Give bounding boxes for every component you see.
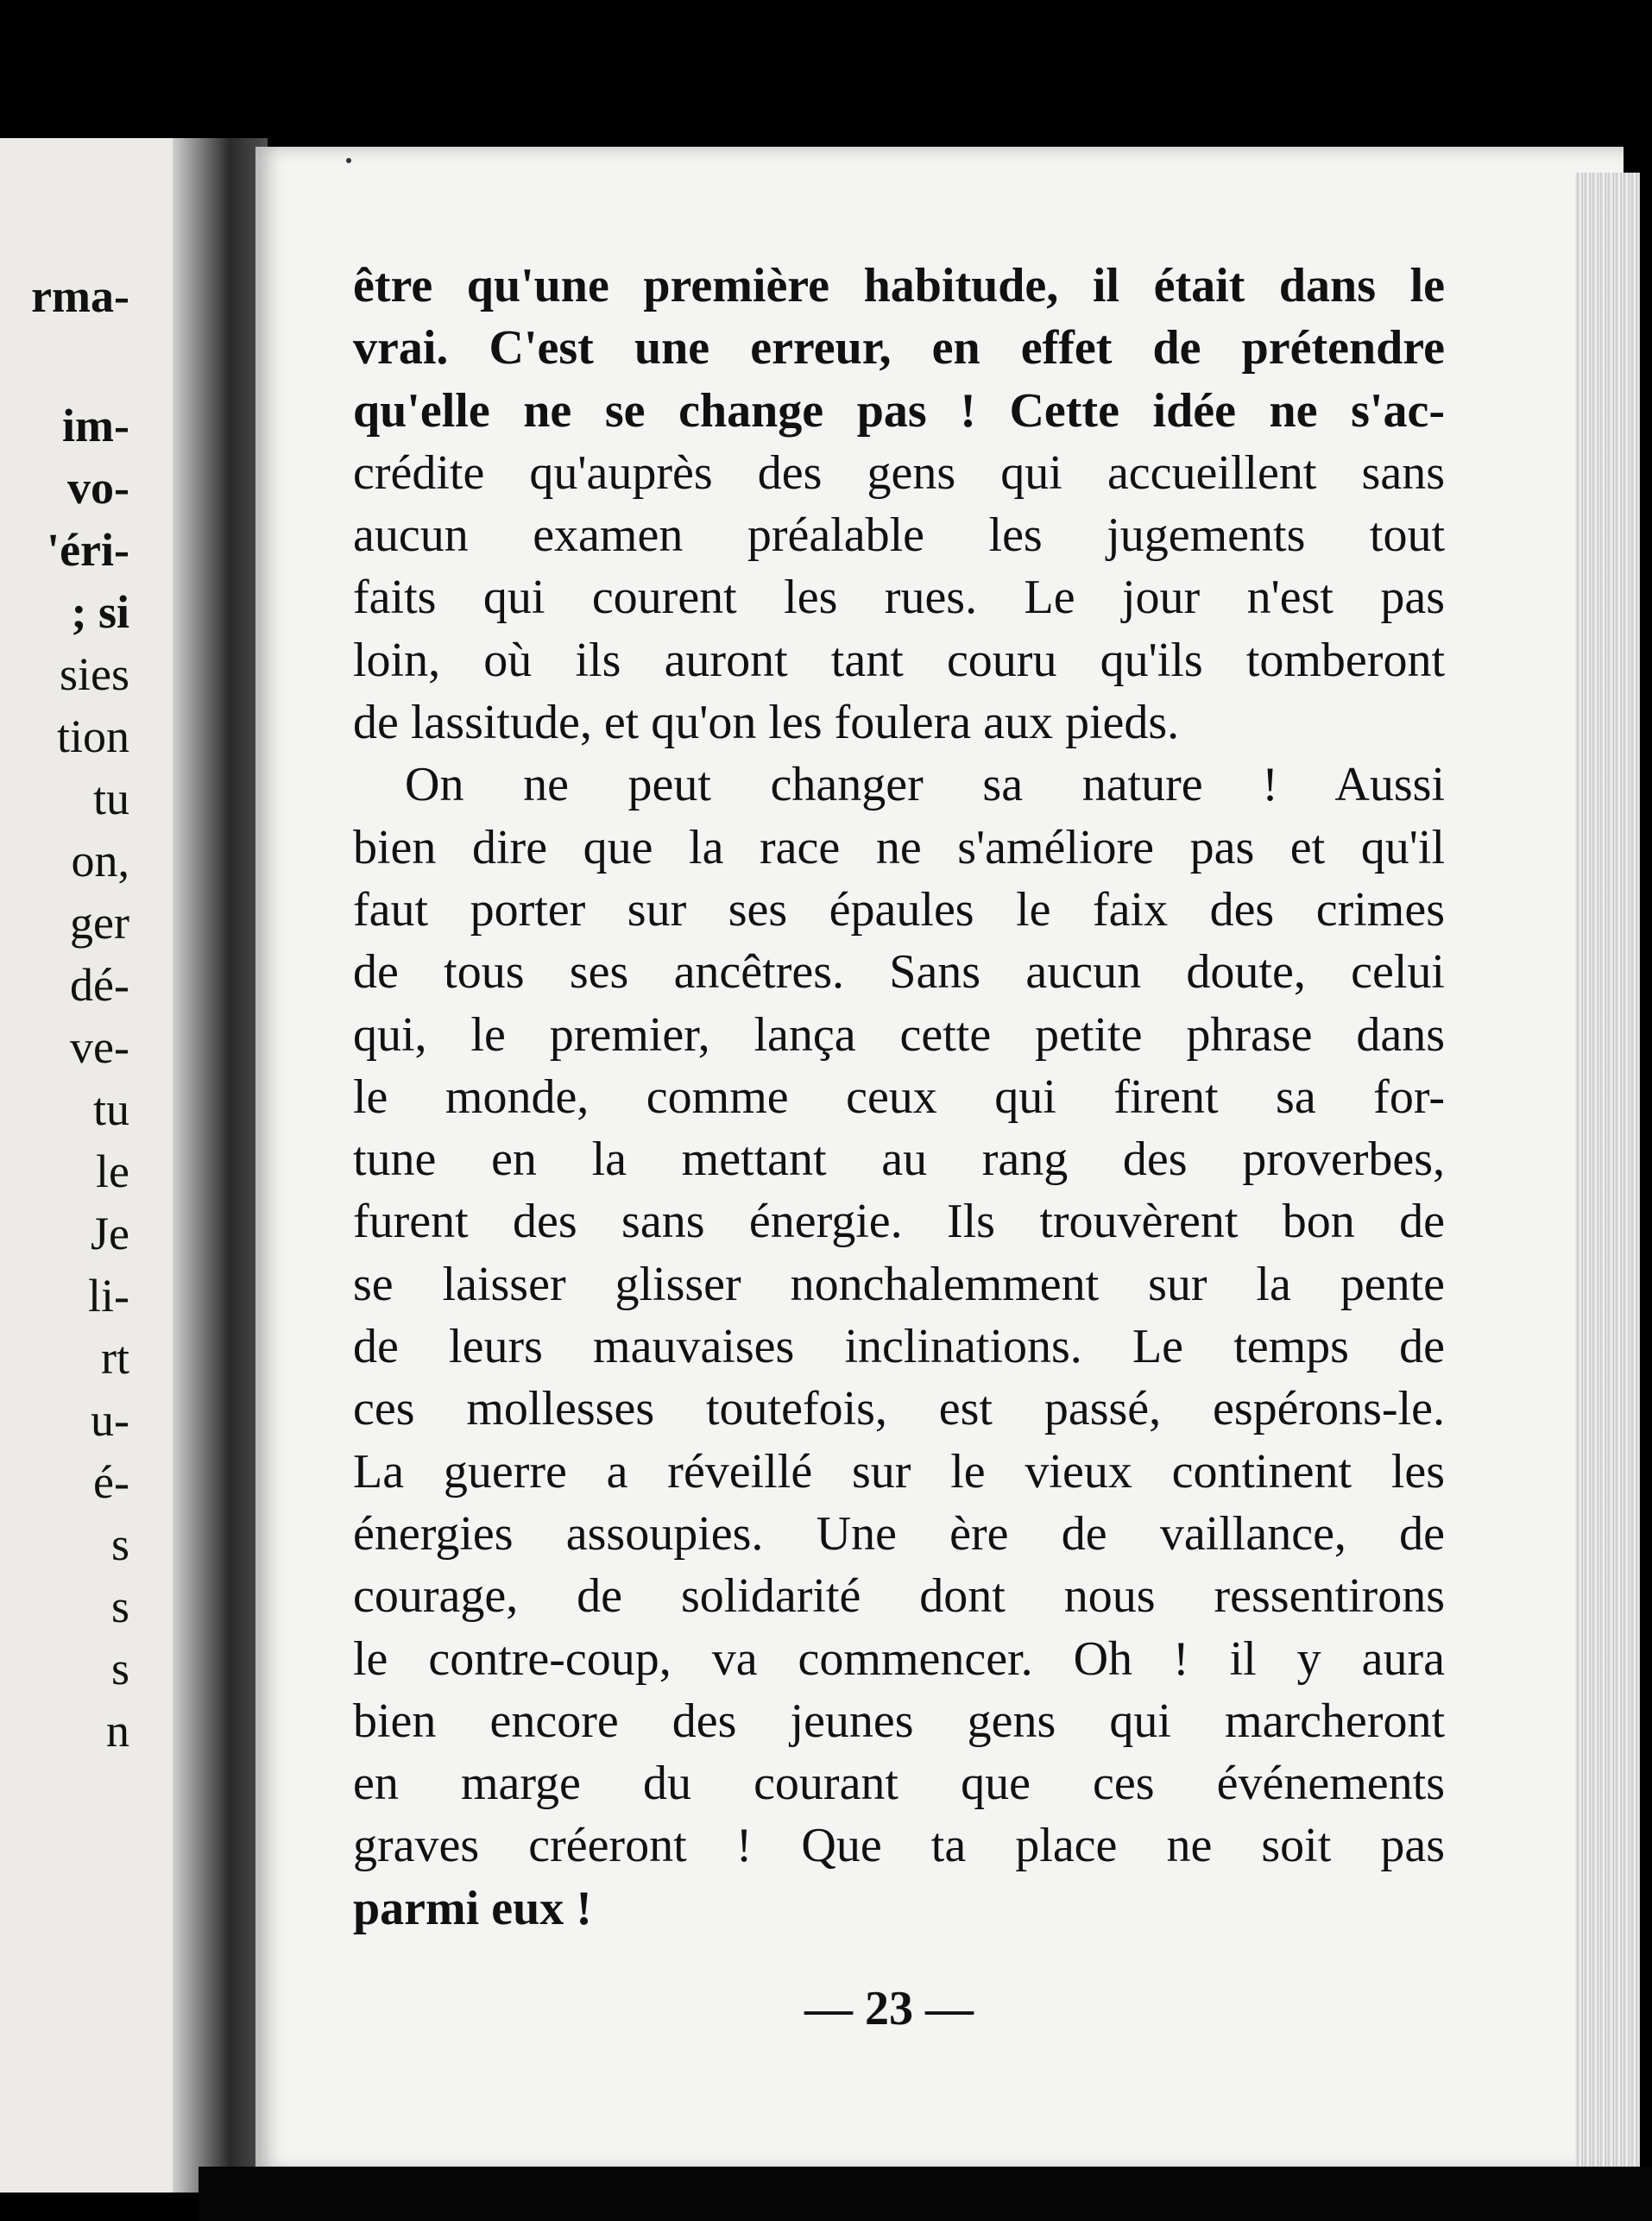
previous-page-fragment: ve- [70, 1021, 129, 1073]
text-line: La guerre a réveillé sur le vieux continent les [353, 1444, 1445, 1499]
previous-page-fragment: im- [62, 400, 129, 451]
previous-page-fragment: s [110, 1581, 129, 1632]
previous-page-fragment: tu [92, 1083, 129, 1135]
previous-page-fragment: u- [91, 1394, 129, 1446]
previous-page-fragment: le [96, 1145, 129, 1197]
previous-page-fragment: dé- [70, 959, 129, 1011]
previous-page-fragment: rt [101, 1332, 129, 1384]
text-line: crédite qu'auprès des gens qui accueillent sans [353, 445, 1445, 500]
text-line: de leurs mauvaises inclinations. Le temps de [353, 1320, 1445, 1374]
text-line: furent des sans énergie. Ils trouvèrent bon de [353, 1195, 1445, 1249]
text-line: énergies assoupies. Une ère de vaillance, de [353, 1506, 1445, 1561]
ink-speck [346, 158, 351, 163]
text-line: faut porter sur ses épaules le faix des crimes [353, 882, 1445, 937]
previous-page-fragment: ger [70, 897, 129, 949]
text-line: être qu'une première habitude, il était dans le [353, 259, 1445, 312]
text-line: tune en la mettant au rang des proverbes, [353, 1133, 1445, 1187]
text-line: se laisser glisser nonchalemment sur la pente [353, 1257, 1445, 1311]
book-gutter-shadow [173, 138, 268, 2193]
text-line: bien encore des jeunes gens qui marcheront [353, 1694, 1445, 1748]
previous-page-fragment: s [110, 1643, 129, 1694]
previous-page-fragment: 'éri- [47, 524, 129, 576]
page-stack-edge [1575, 173, 1640, 2175]
text-line: graves créeront ! Que ta place ne soit pas [353, 1819, 1445, 1873]
previous-page-fragment: é- [93, 1456, 129, 1508]
text-line: en marge du courant que ces événements [353, 1757, 1445, 1811]
previous-page-fragment: s [110, 1518, 129, 1570]
bottom-shadow [199, 2167, 1652, 2221]
previous-page-fragment: n [106, 1705, 129, 1757]
previous-page-fragment: ; si [71, 586, 129, 638]
text-line: faits qui courent les rues. Le jour n'est pas [353, 571, 1445, 625]
previous-page-fragment: Je [91, 1208, 129, 1259]
text-line: bien dire que la race ne s'améliore pas et qu'il [353, 820, 1445, 874]
previous-page-fragment: tu [92, 773, 129, 824]
previous-page-fragment: sies [60, 648, 129, 700]
previous-page-fragment: rma- [31, 270, 129, 322]
text-line: courage, de solidarité dont nous ressentirons [353, 1569, 1445, 1624]
body-text [353, 255, 1445, 1940]
page-number: — 23 — [804, 1982, 974, 2035]
previous-page-fragment: vo- [67, 462, 129, 514]
previous-page-fragment: on, [71, 835, 129, 887]
text-line: qu'elle ne se change pas ! Cette idée ne s'ac- [353, 383, 1445, 438]
text-line: vrai. C'est une erreur, en effet de prétendre [353, 321, 1445, 375]
text-line: On ne peut changer sa nature ! Aussi [405, 758, 1445, 812]
text-line: de lassitude, et qu'on les foulera aux pieds. [353, 696, 1180, 750]
text-line: aucun examen préalable les jugements tout [353, 508, 1445, 563]
previous-page-fragment: tion [56, 710, 129, 762]
text-line: qui, le premier, lança cette petite phrase dans [353, 1007, 1445, 1062]
text-line: le monde, comme ceux qui firent sa for- [353, 1069, 1445, 1124]
text-line: le contre-coup, va commencer. Oh ! il y aura [353, 1631, 1445, 1686]
text-line: de tous ses ancêtres. Sans aucun doute, celui [353, 945, 1445, 1000]
text-line: parmi eux ! [353, 1881, 592, 1935]
previous-page-fragment: li- [88, 1270, 129, 1322]
text-line: loin, où ils auront tant couru qu'ils tomberont [353, 633, 1445, 687]
text-line: ces mollesses toutefois, est passé, espérons-le. [353, 1382, 1445, 1436]
